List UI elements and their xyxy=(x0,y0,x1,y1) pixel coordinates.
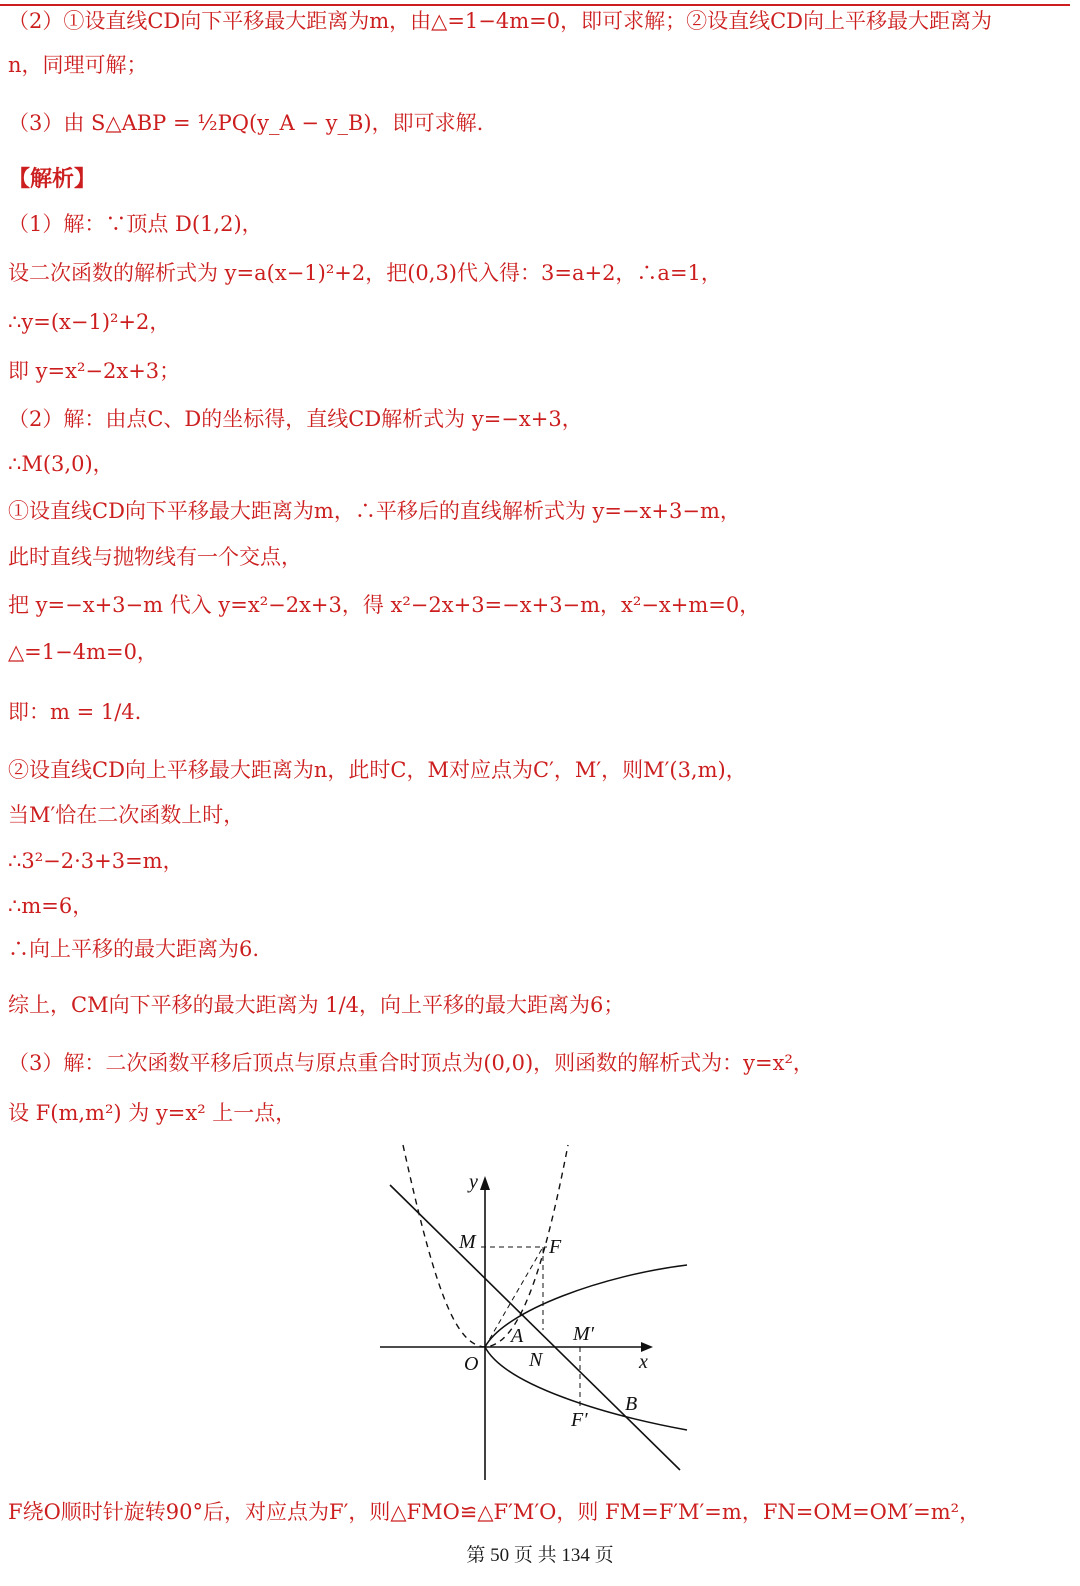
text-line: ∴3²−2·3+3=m， xyxy=(8,849,184,873)
text-line: 即：m = 1/4. xyxy=(8,700,142,724)
y-axis-arrow xyxy=(480,1176,490,1190)
label-a: A xyxy=(511,1325,524,1347)
text-line: 此时直线与抛物线有一个交点， xyxy=(8,545,302,569)
text-line: ∴m=6， xyxy=(8,894,94,918)
label-b: B xyxy=(625,1393,638,1415)
label-fp: F′ xyxy=(571,1409,588,1431)
page-footer: 第 50 页 共 134 页 xyxy=(466,1545,614,1566)
label-x: x xyxy=(639,1351,648,1373)
text-line: （3）由 S△ABP = ½PQ(y_A − y_B)，即可求解. xyxy=(8,111,484,135)
text-line: （2）解：由点C、D的坐标得，直线CD解析式为 y=−x+3， xyxy=(8,407,583,431)
section-heading: 【解析】 xyxy=(8,166,97,192)
text-line: （3）解：二次函数平移后顶点与原点重合时顶点为(0,0)，则函数的解析式为：y=x²， xyxy=(8,1051,814,1075)
text-line: n，同理可解； xyxy=(8,53,148,77)
text-line: F绕O顺时针旋转90°后，对应点为F′，则△FMO≌△F′M′O，则 FM=F′M′=m，FN=OM=OM′=m²， xyxy=(8,1500,981,1524)
text-line: （1）解：∵顶点 D(1,2)， xyxy=(8,212,263,236)
label-n: N xyxy=(529,1349,543,1371)
text-line: 当M′恰在二次函数上时， xyxy=(8,803,245,827)
label-o: O xyxy=(464,1353,479,1375)
label-mp: M′ xyxy=(573,1323,595,1345)
line-ab xyxy=(390,1185,680,1470)
parabola-figure xyxy=(375,1140,695,1485)
text-line: （2）①设直线CD向下平移最大距离为m，由△=1−4m=0，即可求解；②设直线CD向上平移最大距离为 xyxy=(8,9,993,33)
text-line: ②设直线CD向上平移最大距离为n，此时C，M对应点为C′，M′，则M′(3,m)， xyxy=(8,758,747,782)
text-line: ∴向上平移的最大距离为6. xyxy=(8,937,260,961)
text-line: 设 F(m,m²) 为 y=x² 上一点， xyxy=(8,1101,297,1125)
text-line: ①设直线CD向下平移最大距离为m，∴平移后的直线解析式为 y=−x+3−m， xyxy=(8,499,741,523)
text-line: 设二次函数的解析式为 y=a(x−1)²+2，把(0,3)代入得：3=a+2，∴a=1， xyxy=(8,261,722,285)
text-line: 把 y=−x+3−m 代入 y=x²−2x+3，得 x²−2x+3=−x+3−m，x²−x+m=0， xyxy=(8,593,761,617)
text-line: 即 y=x²−2x+3； xyxy=(8,359,181,383)
text-line: 综上，CM向下平移的最大距离为 1/4，向上平移的最大距离为6； xyxy=(8,993,625,1017)
text-line: ∴y=(x−1)²+2， xyxy=(8,310,171,334)
label-f: F xyxy=(549,1236,562,1258)
label-y: y xyxy=(469,1171,478,1193)
text-line: ∴M(3,0)， xyxy=(8,452,114,476)
label-m: M xyxy=(459,1231,476,1253)
text-line: △=1−4m=0， xyxy=(8,640,158,664)
